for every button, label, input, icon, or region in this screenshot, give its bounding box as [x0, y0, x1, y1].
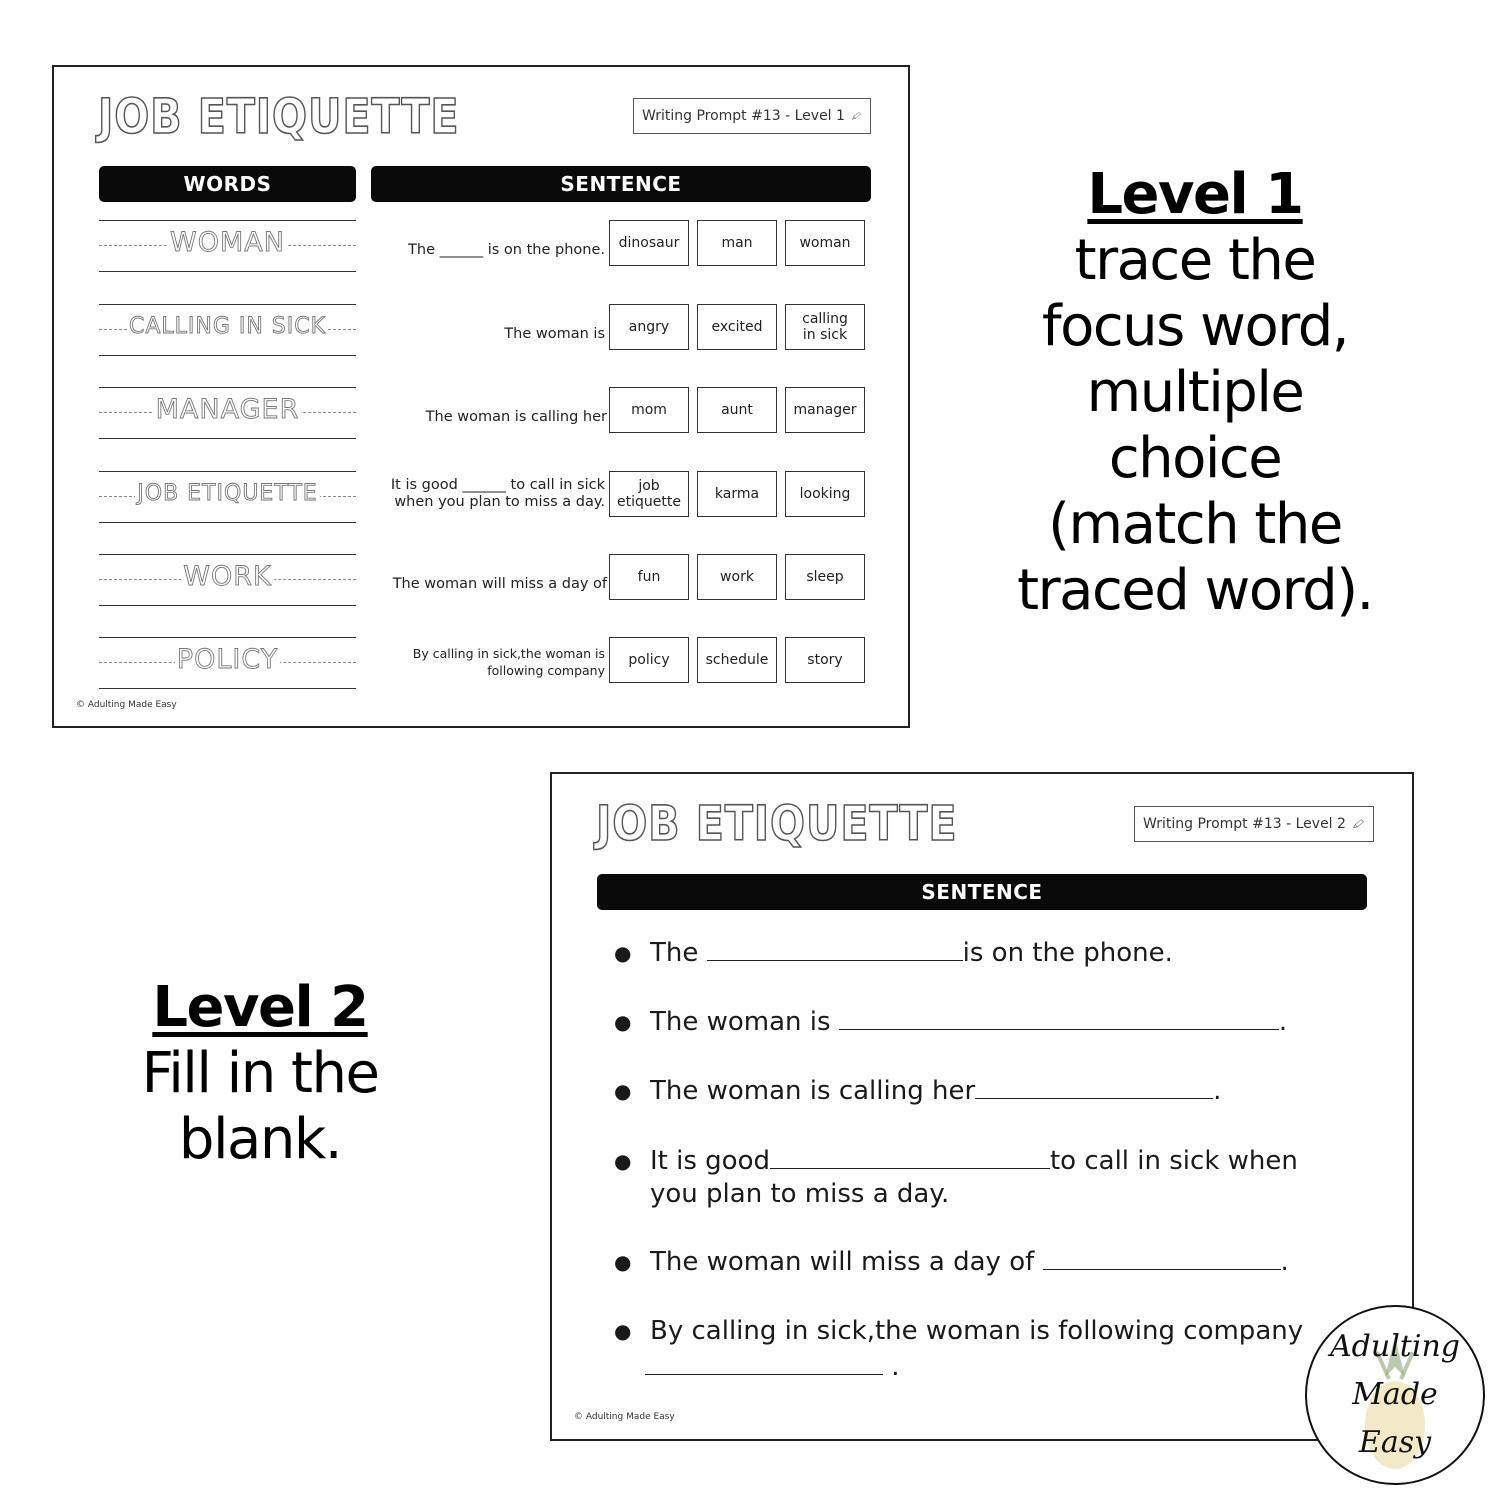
trace-word-cell [99, 554, 356, 606]
level2-worksheet [550, 772, 1414, 1441]
level2-heading: Level 2 [152, 975, 368, 1040]
description-line: traced word). [1017, 558, 1373, 623]
prompt-label-text: Writing Prompt #13 - Level 2 [1143, 816, 1346, 832]
item-text: The woman is calling her [650, 1076, 976, 1106]
trace-word: CALLING IN SICK [128, 314, 327, 339]
item-text: to call in sick when [1049, 1146, 1298, 1176]
fill-in-item [614, 1314, 1358, 1384]
copyright-footer: © Adulting Made Easy [76, 700, 177, 710]
description-line: (match the [1048, 492, 1342, 557]
item-text: is on the phone. [962, 938, 1173, 968]
logo-text: Made [1352, 1377, 1438, 1412]
level2-description [110, 975, 410, 1173]
exercise-row [54, 304, 910, 388]
answer-choice[interactable]: dinosaur [609, 220, 689, 266]
item-text: you plan to miss a day. [650, 1179, 950, 1209]
answer-choice[interactable]: karma [697, 471, 777, 517]
answer-choice[interactable]: manager [785, 387, 865, 433]
logo-text: Easy [1358, 1425, 1432, 1460]
level1-worksheet [52, 65, 910, 728]
answer-choice[interactable]: job etiquette [609, 471, 689, 517]
worksheet-title: JOB ETIQUETTE [98, 89, 460, 145]
sentence-prompt: It is good ______ to call in sick when you plan to miss a day. [390, 477, 605, 510]
description-line: focus word, [1041, 294, 1349, 359]
trace-word: WOMAN [170, 227, 285, 258]
copyright-footer: © Adulting Made Easy [574, 1412, 675, 1422]
trace-word: JOB ETIQUETTE [137, 481, 318, 506]
writing-prompt-label [633, 98, 871, 134]
exercise-row [54, 387, 910, 471]
sentence-prompt: The woman will miss a day of [392, 576, 607, 592]
exercise-row [54, 554, 910, 638]
answer-choice[interactable]: aunt [697, 387, 777, 433]
answer-choice[interactable]: schedule [697, 637, 777, 683]
answer-choice[interactable]: angry [609, 304, 689, 350]
item-text: The woman is [650, 1007, 839, 1037]
item-text: . [891, 1352, 900, 1382]
answer-choice[interactable]: mom [609, 387, 689, 433]
answer-choice[interactable]: man [697, 220, 777, 266]
item-text: The woman will miss a day of [650, 1247, 1043, 1277]
bullet-icon: ● [614, 1319, 632, 1343]
answer-choice[interactable]: excited [697, 304, 777, 350]
bullet-icon: ● [614, 1079, 632, 1103]
exercise-row [54, 471, 910, 555]
sentence-header: SENTENCE [371, 166, 871, 202]
answer-blank[interactable] [770, 1144, 1050, 1169]
bullet-icon: ● [614, 1010, 632, 1034]
logo-text: Adulting [1330, 1329, 1460, 1364]
answer-choice[interactable]: calling in sick [785, 304, 865, 350]
item-text: . [1213, 1076, 1222, 1106]
sentence-prompt: By calling in sick,the woman is following company [412, 646, 605, 678]
answer-choice[interactable]: looking [785, 471, 865, 517]
item-text: . [1280, 1247, 1289, 1277]
bullet-icon: ● [614, 941, 632, 965]
adulting-made-easy-logo [1305, 1305, 1485, 1485]
level1-description [975, 162, 1415, 624]
words-header: WORDS [99, 166, 356, 202]
answer-choice[interactable]: sleep [785, 554, 865, 600]
writing-prompt-label [1134, 806, 1374, 842]
sentence-prompt: The woman is [504, 326, 605, 342]
description-line: multiple [1086, 360, 1304, 425]
answer-choice[interactable]: story [785, 637, 865, 683]
exercise-row [54, 637, 910, 721]
item-text: . [1278, 1007, 1288, 1037]
pencil-icon [1352, 815, 1365, 833]
description-line: choice [1108, 426, 1282, 491]
trace-word-cell [99, 304, 356, 356]
answer-blank[interactable] [839, 1005, 1279, 1030]
sentence-header: SENTENCE [597, 874, 1367, 910]
description-line: trace the [1074, 228, 1316, 293]
answer-blank[interactable] [975, 1074, 1213, 1099]
trace-word: POLICY [176, 644, 279, 675]
bullet-icon: ● [614, 1149, 632, 1173]
item-text: By calling in sick,the woman is following company [650, 1316, 1304, 1346]
trace-word-cell [99, 387, 356, 439]
trace-word: MANAGER [155, 394, 300, 425]
bullet-icon: ● [614, 1250, 632, 1274]
trace-word-cell [99, 471, 356, 523]
answer-choice[interactable]: work [697, 554, 777, 600]
description-line: Fill in the [141, 1041, 379, 1106]
trace-word-cell [99, 220, 356, 272]
fill-in-item [614, 1144, 1358, 1214]
answer-choice[interactable]: policy [609, 637, 689, 683]
answer-choice[interactable]: fun [609, 554, 689, 600]
answer-blank[interactable] [707, 936, 963, 961]
answer-choice[interactable]: woman [785, 220, 865, 266]
description-line: blank. [178, 1107, 342, 1172]
trace-word: WORK [183, 561, 272, 592]
prompt-label-text: Writing Prompt #13 - Level 1 [642, 108, 845, 124]
sentence-prompt: The woman is calling her [425, 409, 607, 425]
pencil-icon [851, 107, 862, 125]
worksheet-title: JOB ETIQUETTE [596, 796, 958, 852]
trace-word-cell [99, 637, 356, 689]
answer-blank[interactable] [645, 1350, 883, 1375]
item-text: It is good [650, 1146, 770, 1176]
exercise-row [54, 220, 910, 304]
level1-heading: Level 1 [1087, 162, 1303, 227]
item-text: The [650, 938, 707, 968]
sentence-prompt: The ______ is on the phone. [408, 242, 605, 258]
answer-blank[interactable] [1043, 1245, 1281, 1270]
